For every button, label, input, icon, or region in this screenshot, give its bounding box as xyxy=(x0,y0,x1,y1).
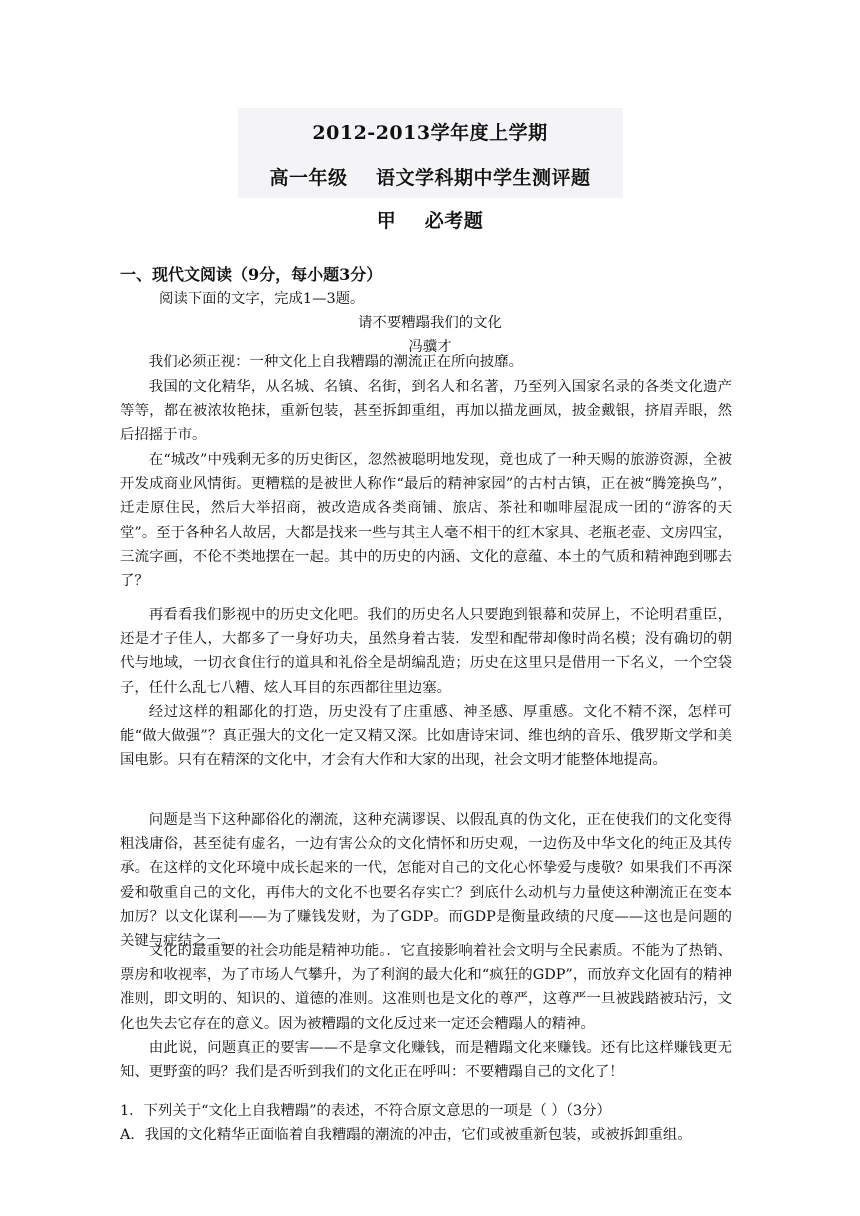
article-paragraph: 问题是当下这种鄙俗化的潮流，这种充满谬误、以假乱真的伪文化，正在使我们的文化变得粗浅庸俗，甚至徒有虚名，一边有害公众的文化情怀和历史观，一边伤及中华文化的纯正及其传承。在这样的文化环境中成长起来的一代，怎能对自己的文化心怀挚爱与虔敬？如果我们不再深爱和敬重自己的文化，再伟大的文化不也要名存实亡？到底什么动机与力量使这种潮流正在变本加厉？以文化谋利——为了赚钱发财，为了GDP。而GDP是衡量政绩的尺度——这也是问题的关键与症结之一。 xyxy=(120,812,732,950)
year-line: 2012-2013学年度上学期 xyxy=(312,122,548,144)
question-option: A．我国的文化精华正面临着自我糟蹋的潮流的冲击，它们或被重新包装，或被拆卸重组。 xyxy=(120,1127,692,1143)
part-title: 甲 必考题 xyxy=(376,210,484,232)
article-author: 冯骥才 xyxy=(408,339,452,355)
section-heading: 一、现代文阅读（9分，每小题3分） xyxy=(120,265,383,284)
article-paragraph: 经过这样的粗鄙化的打造，历史没有了庄重感、神圣感、厚重感。文化不精不深，怎样可能“做大做强”？真正强大的文化一定又精又深。比如唐诗宋词、维也纳的音乐、俄罗斯文学和美国电影。只有在精深的文化中，才会有大作和大家的出现，社会文明才能整体地提高。 xyxy=(120,704,732,769)
article-paragraph: 由此说，问题真正的要害——不是拿文化赚钱，而是糟蹋文化来赚钱。还有比这样赚钱更无知、更野蛮的吗？我们是否听到我们的文化正在呼叫：不要糟蹋自己的文化了！ xyxy=(120,1040,732,1081)
reading-instruction: 阅读下面的文字，完成1—3题。 xyxy=(159,291,365,307)
question-stem: 1．下列关于“文化上自我糟蹋”的表述，不符合原文意思的一项是（ ）（3分） xyxy=(120,1103,611,1119)
article-paragraph: 我们必须正视：一种文化上自我糟蹋的潮流正在所向披靡。 xyxy=(148,354,523,370)
article-paragraph: 我国的文化精华，从名城、名镇、名街，到名人和名著，乃至列入国家名录的各类文化遗产等等，都在被浓妆艳抹，重新包装，甚至拆卸重组，再加以描龙画凤，披金戴银，挤眉弄眼，然后招摇于市。 xyxy=(120,379,732,444)
article-paragraph: 文化的最重要的社会功能是精神功能。．它直接影响着社会文明与全民素质。不能为了热销、票房和收视率，为了市场人气攀升，为了利润的最大化和“疯狂的GDP”，而放弃文化固有的精神准则，即文明的、知识的、道德的准则。这准则也是文化的尊严，这尊严一旦被践踏被玷污，文化也失去它存在的意义。因为被糟蹋的文化反过来一定还会糟蹋人的精神。 xyxy=(120,943,732,1032)
article-title: 请不要糟蹋我们的文化 xyxy=(358,315,502,331)
exam-title: 高一年级 语文学科期中学生测评题 xyxy=(269,167,591,189)
article-paragraph: 在“城改”中残剩无多的历史街区，忽然被聪明地发现，竟也成了一种天赐的旅游资源，全被开发成商业风情街。更糟糕的是被世人称作“最后的精神家园”的古村古镇，正在被“腾笼换鸟”，迁走原住民，然后大举招商，被改造成各类商铺、旅店、茶社和咖啡屋混成一团的“游客的天堂”。至于各种名人故居，大都是找来一些与其主人毫不相干的红木家具、老瓶老壶、文房四宝，三流字画，不伦不类地摆在一起。其中的历史的内涵、文化的意蕴、本土的气质和精神跑到哪去了？ xyxy=(120,452,732,590)
article-paragraph: 再看看我们影视中的历史文化吧。我们的历史名人只要跑到银幕和荧屏上，不论明君重臣，还是才子佳人，大都多了一身好功夫，虽然身着古装．发型和配带却像时尚名模；没有确切的朝代与地域，一切衣食住行的道具和礼俗全是胡编乱造；历史在这里只是借用一下名义，一个空袋子，任什么乱七八糟、炫人耳目的东西都往里边塞。 xyxy=(120,607,732,696)
